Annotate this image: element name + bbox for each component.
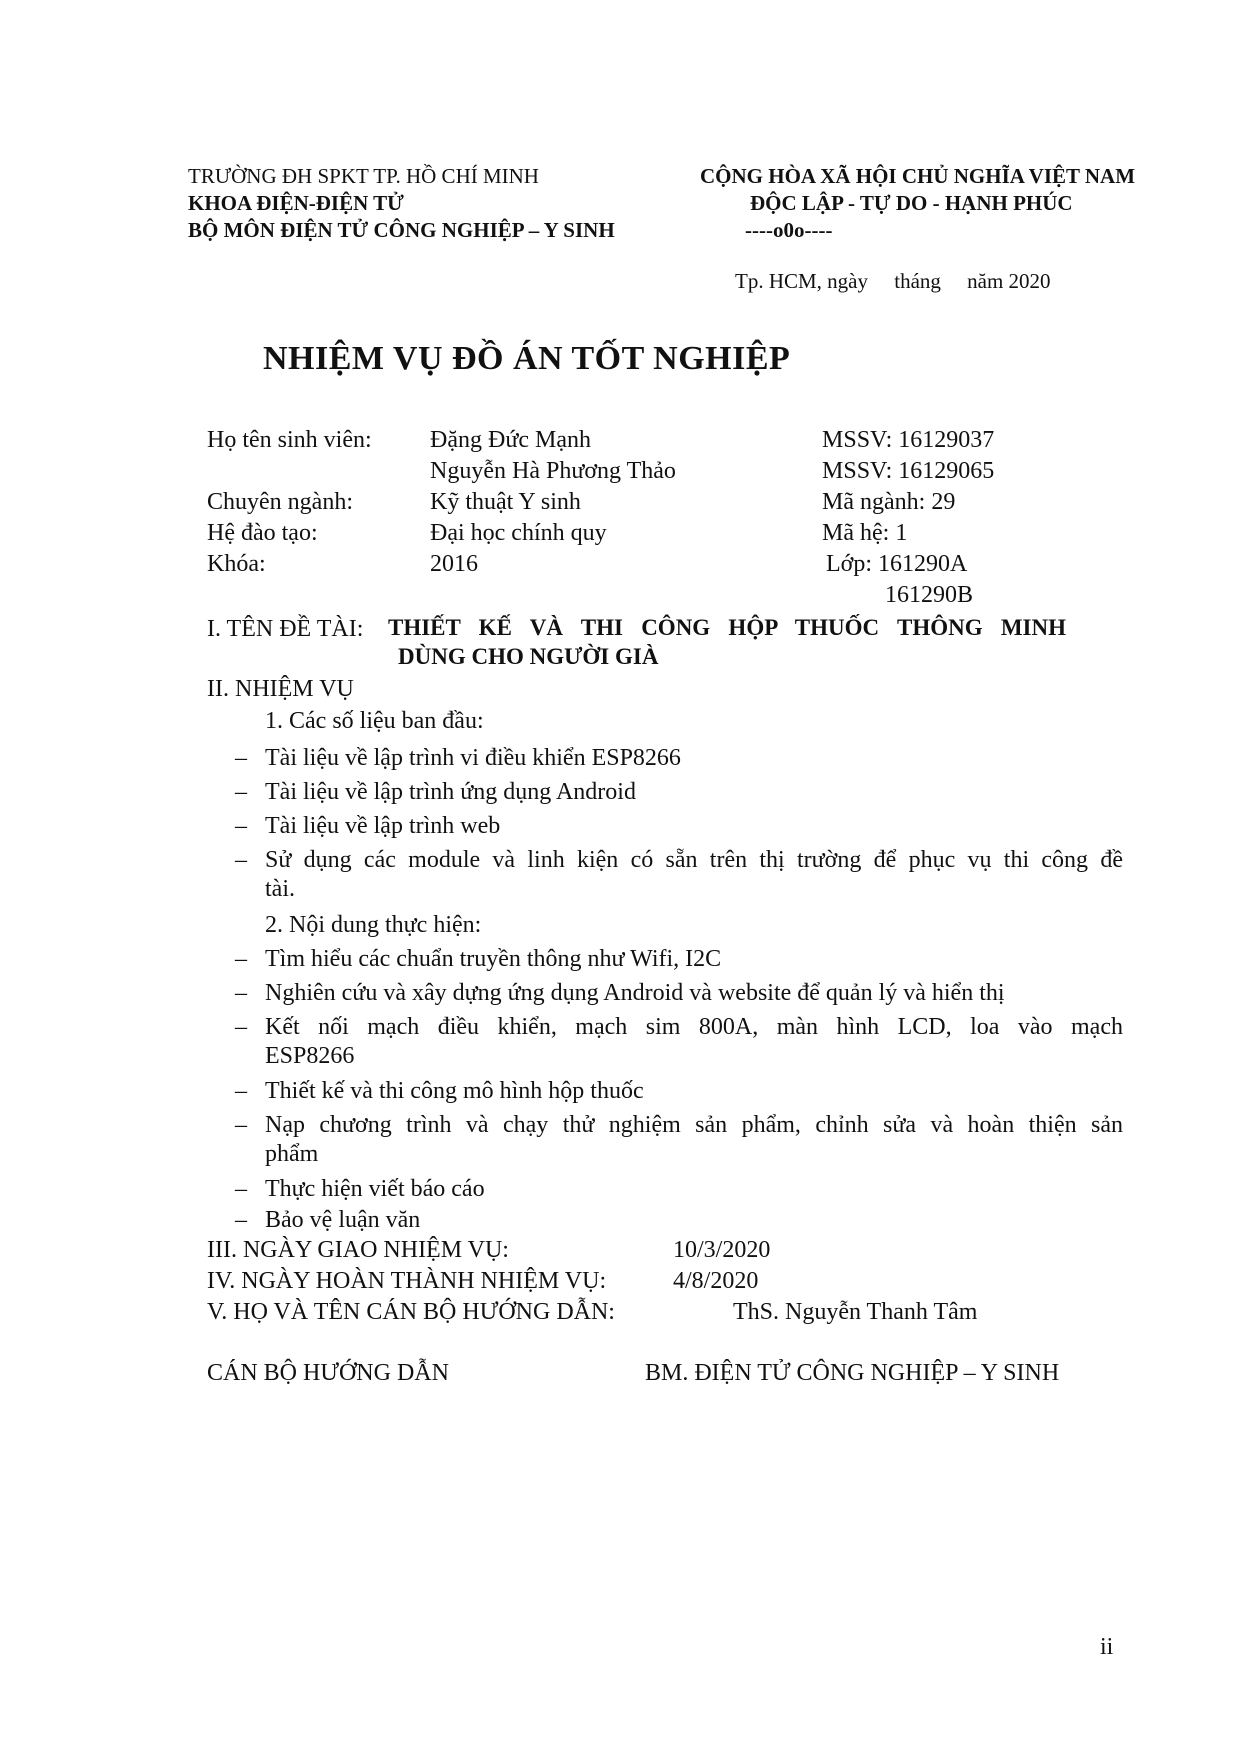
bullet-dash: –	[235, 813, 247, 839]
list-item: Tài liệu về lập trình vi điều khiển ESP8266	[265, 745, 681, 771]
bullet-dash: –	[235, 1176, 247, 1202]
bullet-dash: –	[235, 745, 247, 771]
major-label: Chuyên ngành:	[207, 489, 353, 515]
list-item: Sử dụng các module và linh kiện có sẵn trên thị trường để phục vụ thi công đề	[265, 847, 1123, 873]
topic-line-1: THIẾT KẾ VÀ THI CÔNG HỘP THUỐC THÔNG MINH	[388, 615, 1066, 640]
major-value: Kỹ thuật Y sinh	[430, 489, 581, 515]
bullet-dash: –	[235, 946, 247, 972]
page-title: NHIỆM VỤ ĐỒ ÁN TỐT NGHIỆP	[263, 340, 791, 377]
motto: ĐỘC LẬP - TỰ DO - HẠNH PHÚC	[750, 191, 1073, 215]
class-1: Lớp: 161290A	[826, 551, 968, 577]
bullet-dash: –	[235, 980, 247, 1006]
separator: ----o0o----	[745, 218, 833, 242]
complete-date-label: IV. NGÀY HOÀN THÀNH NHIỆM VỤ:	[207, 1268, 607, 1294]
system-value: Đại học chính quy	[430, 520, 607, 546]
system-label: Hệ đào tạo:	[207, 520, 318, 546]
bullet-dash: –	[235, 1014, 247, 1040]
student-id-2: MSSV: 16129065	[822, 458, 995, 484]
bullet-dash: –	[235, 779, 247, 805]
list-item: Tài liệu về lập trình web	[265, 813, 501, 839]
assign-date: 10/3/2020	[673, 1237, 771, 1263]
school-name: TRƯỜNG ĐH SPKT TP. HỒ CHÍ MINH	[188, 164, 539, 188]
list-item: Kết nối mạch điều khiển, mạch sim 800A, màn hình LCD, loa vào mạch	[265, 1014, 1123, 1040]
list-item: Thiết kế và thi công mô hình hộp thuốc	[265, 1078, 644, 1104]
subsection-1: 1. Các số liệu ban đầu:	[265, 708, 484, 734]
student-label: Họ tên sinh viên:	[207, 427, 372, 453]
list-item: Bảo vệ luận văn	[265, 1207, 421, 1233]
course-value: 2016	[430, 551, 478, 577]
course-label: Khóa:	[207, 551, 266, 577]
bullet-dash: –	[235, 1078, 247, 1104]
list-item: Thực hiện viết báo cáo	[265, 1176, 485, 1202]
tasks-label: II. NHIỆM VỤ	[207, 676, 354, 702]
faculty-name: KHOA ĐIỆN-ĐIỆN TỬ	[188, 191, 404, 215]
list-item-continuation: phẩm	[265, 1141, 319, 1167]
date-line: Tp. HCM, ngày tháng năm 2020	[735, 269, 1051, 293]
major-code: Mã ngành: 29	[822, 489, 956, 515]
assign-date-label: III. NGÀY GIAO NHIỆM VỤ:	[207, 1237, 509, 1263]
student-name-2: Nguyễn Hà Phương Thảo	[430, 458, 676, 484]
list-item-continuation: tài.	[265, 876, 295, 902]
system-code: Mã hệ: 1	[822, 520, 908, 546]
topic-label: I. TÊN ĐỀ TÀI:	[207, 616, 364, 642]
bullet-dash: –	[235, 1112, 247, 1138]
subsection-2: 2. Nội dung thực hiện:	[265, 912, 482, 938]
list-item: Tài liệu về lập trình ứng dụng Android	[265, 779, 636, 805]
list-item: Nạp chương trình và chạy thử nghiệm sản phẩm, chỉnh sửa và hoàn thiện sản	[265, 1112, 1123, 1138]
advisor-label: V. HỌ VÀ TÊN CÁN BỘ HƯỚNG DẪN:	[207, 1299, 615, 1325]
bullet-dash: –	[235, 1207, 247, 1233]
list-item: Tìm hiểu các chuẩn truyền thông như Wifi, I2C	[265, 946, 722, 972]
student-id-1: MSSV: 16129037	[822, 427, 995, 453]
bullet-dash: –	[235, 847, 247, 873]
list-item-continuation: ESP8266	[265, 1043, 355, 1069]
advisor-name: ThS. Nguyễn Thanh Tâm	[733, 1299, 978, 1325]
list-item: Nghiên cứu và xây dựng ứng dụng Android và website để quản lý và hiển thị	[265, 980, 1005, 1006]
complete-date: 4/8/2020	[673, 1268, 759, 1294]
class-2: 161290B	[885, 582, 974, 608]
page-number: ii	[1100, 1634, 1114, 1660]
signature-right: BM. ĐIỆN TỬ CÔNG NGHIỆP – Y SINH	[645, 1360, 1060, 1386]
signature-left: CÁN BỘ HƯỚNG DẪN	[207, 1360, 449, 1386]
department-name: BỘ MÔN ĐIỆN TỬ CÔNG NGHIỆP – Y SINH	[188, 218, 615, 242]
republic-heading: CỘNG HÒA XÃ HỘI CHỦ NGHĨA VIỆT NAM	[700, 164, 1136, 188]
topic-line-2: DÙNG CHO NGƯỜI GIÀ	[398, 644, 659, 669]
student-name-1: Đặng Đức Mạnh	[430, 427, 591, 453]
